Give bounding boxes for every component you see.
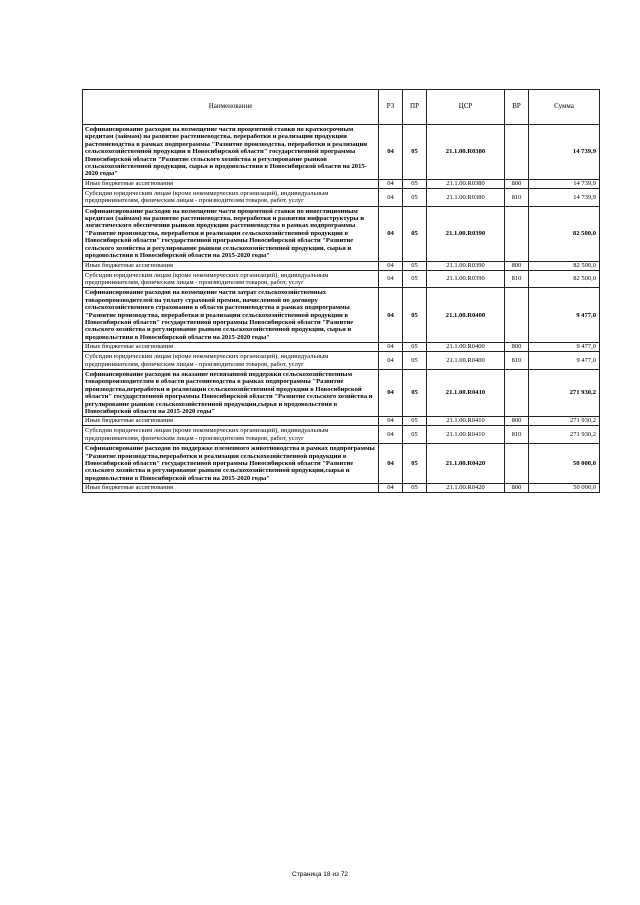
cell-pr: 05 <box>403 426 427 444</box>
cell-vr: 810 <box>505 426 529 444</box>
table-row <box>83 188 600 206</box>
cell-pr: 05 <box>403 352 427 370</box>
cell-name: Иные бюджетные ассигнования <box>83 484 379 493</box>
cell-sum: 82 500,0 <box>529 261 600 270</box>
cell-name: Субсидии юридическим лицам (кроме некоммерческих организаций), индивидуальным предпринимателям, физическим лицам - производителям товаров, работ, услуг <box>83 270 379 288</box>
cell-pr: 05 <box>403 261 427 270</box>
cell-vr: 800 <box>505 343 529 352</box>
table-row <box>83 125 600 180</box>
cell-rz: 04 <box>379 288 403 343</box>
cell-csr: 21.1.00.R0410 <box>427 369 505 416</box>
table-row <box>83 444 600 484</box>
table-row <box>83 369 600 416</box>
cell-sum: 50 000,0 <box>529 484 600 493</box>
cell-sum: 50 000,0 <box>529 444 600 484</box>
cell-sum: 9 477,0 <box>529 288 600 343</box>
cell-name: Иные бюджетные ассигнования <box>83 261 379 270</box>
table-row <box>83 206 600 261</box>
cell-csr: 21.1.00.R0410 <box>427 417 505 426</box>
table-row <box>83 352 600 370</box>
cell-sum: 9 477,0 <box>529 343 600 352</box>
cell-sum: 82 500,0 <box>529 270 600 288</box>
cell-csr: 21.1.00.R0400 <box>427 352 505 370</box>
cell-pr: 05 <box>403 484 427 493</box>
cell-pr: 05 <box>403 125 427 180</box>
cell-rz: 04 <box>379 179 403 188</box>
header-name: Наименование <box>83 90 379 125</box>
cell-name: Субсидии юридическим лицам (кроме некоммерческих организаций), индивидуальным предпринимателям, физическим лицам - производителям товаров, работ, услуг <box>83 352 379 370</box>
cell-pr: 05 <box>403 444 427 484</box>
cell-sum: 14 739,9 <box>529 188 600 206</box>
cell-vr <box>505 125 529 180</box>
cell-pr: 05 <box>403 188 427 206</box>
cell-csr: 21.1.00.R0390 <box>427 206 505 261</box>
cell-rz: 04 <box>379 352 403 370</box>
table-row <box>83 261 600 270</box>
cell-name: Софинансирование расходов по поддержке племенного животноводства в рамках подпрограммы "Развитие производства,переработки и реализации сельскохозяйственной продукции в Новосибирской области" государственной программы Новосибирской области "Развитие сельского хозяйства и регулирование рынков сельскохозяйственной продукции,сырья и продовольствия в Новосибирской области на 2015-2020 годы" <box>83 444 379 484</box>
cell-csr: 21.1.00.R0420 <box>427 484 505 493</box>
cell-rz: 04 <box>379 261 403 270</box>
cell-sum: 271 930,2 <box>529 417 600 426</box>
header-csr: ЦСР <box>427 90 505 125</box>
cell-name: Софинансирование расходов на возмещение части процентной ставки по инвестиционным кредитам (займам) на развитие растениеводства, переработки и развития инфраструктуры и логистического обеспечения рынков продукции растениеводства в рамках подпрограммы "Развитие производства, переработки и реализации сельскохозяйственной продукции в Новосибирской области" государственной программы Новосибирской области "Развитие сельского хозяйства и регулирование рынков сельскохозяйственной продукции, сырья и продовольствия в Новосибирской области на 2015-2020 годы" <box>83 206 379 261</box>
cell-name: Субсидии юридическим лицам (кроме некоммерческих организаций), индивидуальным предпринимателям, физическим лицам - производителям товаров, работ, услуг <box>83 426 379 444</box>
cell-name: Софинансирование расходов на возмещение части процентной ставки по краткосрочным кредитам (займам) на развитие растениеводства, переработки и реализации продукции растениеводства в рамках подпрограммы "Развитие производства, переработки и реализации сельскохозяйственной продукции в Новосибирской области" государственной программы Новосибирской области "Развитие сельского хозяйства и регулирование рынков сельскохозяйственной продукции, сырья и продовольствия в Новосибирской области на 2015-2020 годы" <box>83 125 379 180</box>
cell-sum: 14 739,9 <box>529 179 600 188</box>
cell-name: Иные бюджетные ассигнования <box>83 343 379 352</box>
cell-pr: 05 <box>403 288 427 343</box>
cell-rz: 04 <box>379 444 403 484</box>
cell-csr: 21.1.00.R0400 <box>427 343 505 352</box>
cell-pr: 05 <box>403 270 427 288</box>
cell-name: Иные бюджетные ассигнования <box>83 179 379 188</box>
table-row <box>83 288 600 343</box>
cell-sum: 14 739,9 <box>529 125 600 180</box>
cell-name: Иные бюджетные ассигнования <box>83 417 379 426</box>
table-row <box>83 270 600 288</box>
cell-vr: 810 <box>505 352 529 370</box>
cell-pr: 05 <box>403 206 427 261</box>
cell-rz: 04 <box>379 426 403 444</box>
cell-sum: 271 930,2 <box>529 369 600 416</box>
table-row <box>83 179 600 188</box>
cell-pr: 05 <box>403 369 427 416</box>
cell-sum: 9 477,0 <box>529 352 600 370</box>
header-pr: ПР <box>403 90 427 125</box>
cell-pr: 05 <box>403 179 427 188</box>
header-sum: Сумма <box>529 90 600 125</box>
cell-csr: 21.1.00.R0380 <box>427 188 505 206</box>
cell-rz: 04 <box>379 417 403 426</box>
cell-csr: 21.1.00.R0400 <box>427 288 505 343</box>
cell-rz: 04 <box>379 206 403 261</box>
cell-vr: 800 <box>505 417 529 426</box>
cell-name: Субсидии юридическим лицам (кроме некоммерческих организаций), индивидуальным предпринимателям, физическим лицам - производителям товаров, работ, услуг <box>83 188 379 206</box>
cell-csr: 21.1.00.R0390 <box>427 261 505 270</box>
cell-csr: 21.1.00.R0420 <box>427 444 505 484</box>
table-row <box>83 343 600 352</box>
page-number: Страница 18 из 72 <box>292 871 348 878</box>
cell-name: Софинансирование расходов на возмещение части затрат сельскохозяйственных товаропроизводителей на уплату страховой премии, начисленной по договору сельскохозяйственного страхования в области растениеводства в рамках подпрограммы "Развитие производства, переработки и реализации сельскохозяйственной продукции в Новосибирской области" государственной программы Новосибирской области "Развитие сельского хозяйства и регулирование рынков сельскохозяйственной продукции, сырья и продовольствия в Новосибирской области на 2015-2020 годы" <box>83 288 379 343</box>
cell-pr: 05 <box>403 343 427 352</box>
table-row <box>83 426 600 444</box>
cell-csr: 21.1.00.R0410 <box>427 426 505 444</box>
cell-vr: 800 <box>505 261 529 270</box>
cell-name: Софинансирование расходов на оказание несвязанной поддержки сельскохозяйственным товаропроизводителям в области растениеводства в рамках подпрограммы "Развитие производства,переработки и реализации сельскохозяйственной продукции в Новосибирской области" государственной программы Новосибирской области "Развитие сельского хозяйства и регулирование рынков сельскохозяйственной продукции,сырья и продовольствия в Новосибирской области на 2015-2020 годы" <box>83 369 379 416</box>
cell-sum: 271 930,2 <box>529 426 600 444</box>
budget-table <box>82 89 600 493</box>
table-row <box>83 484 600 493</box>
cell-csr: 21.1.00.R0390 <box>427 270 505 288</box>
table-header-row <box>83 90 600 125</box>
header-vr: ВР <box>505 90 529 125</box>
cell-csr: 21.1.00.R0380 <box>427 179 505 188</box>
cell-rz: 04 <box>379 343 403 352</box>
table-body <box>83 90 600 493</box>
cell-rz: 04 <box>379 484 403 493</box>
cell-sum: 82 500,0 <box>529 206 600 261</box>
header-rz: РЗ <box>379 90 403 125</box>
cell-pr: 05 <box>403 417 427 426</box>
cell-rz: 04 <box>379 270 403 288</box>
cell-rz: 04 <box>379 188 403 206</box>
cell-vr: 810 <box>505 270 529 288</box>
cell-vr <box>505 288 529 343</box>
cell-rz: 04 <box>379 125 403 180</box>
cell-vr: 810 <box>505 188 529 206</box>
table-row <box>83 417 600 426</box>
cell-vr <box>505 206 529 261</box>
cell-vr <box>505 444 529 484</box>
cell-vr: 800 <box>505 179 529 188</box>
cell-vr: 800 <box>505 484 529 493</box>
cell-rz: 04 <box>379 369 403 416</box>
cell-csr: 21.1.00.R0380 <box>427 125 505 180</box>
cell-vr <box>505 369 529 416</box>
